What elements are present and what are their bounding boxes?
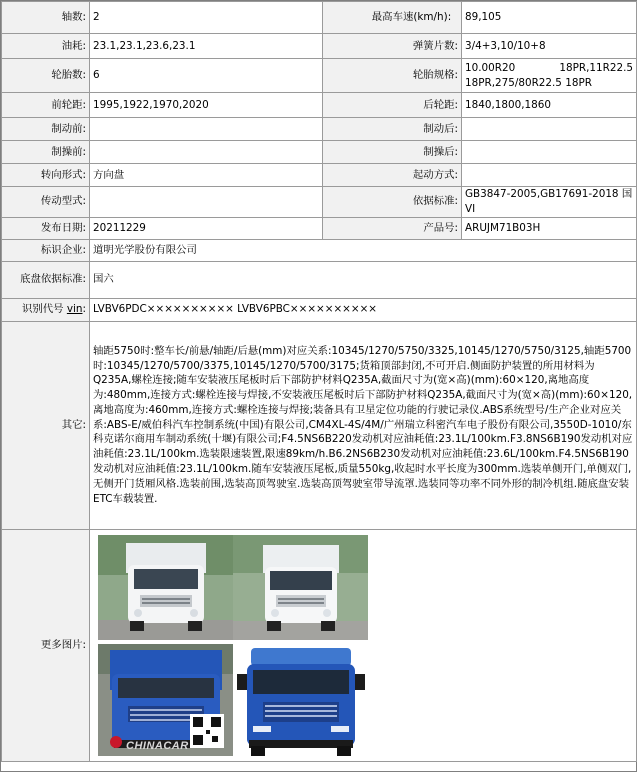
photos-cell bbox=[90, 529, 637, 761]
value-other: 轴距5750时:整车长/前悬/轴距/后悬(mm)对应关系:10345/1270/5750/3325,10145/1270/5750/3125,轴距5700时:10345/1270/5700/3375,10145/1270/5700/3175;货箱顶部封闭,不可开启.侧面防护装置的所用材料为Q235A,螺栓连接;随车安装液压尾板时后下部防护材料Q235A,截面尺寸为(宽×高)(mm):60×120,离地高度为:480mm,连接方式:螺栓连接与焊接,不安装液压尾板时后下部防护材料Q235A,截面尺寸为(宽×高)(mm):60×120,离地高度为:460mm,连接方式:螺栓连接与焊接;装备具有卫星定位功能的行驶记录仪.ABS系统型号/生产企业对应关系:ABS-E/威伯科汽车控制系统(中国)有限公司,CM4XL-4S/4M/广州瑞立科密汽车电子股份有限公司,3550D-1010/东科克诺尔商用车制动系统(十堰)有限公司;F4.5NS6B220发动机对应油耗值:23.1L/100km.F3.8NS6B190发动机对应油耗值:23.1L/100km.选装限速装置,限速89km/h.B6.2NS6B230发动机对应油耗值:23.6L/100km.F4.5NS6B190发动机对应油耗值:23.1L/100km.随车安装液压尾板,质量550kg,收起时水平长度为300mm.选装单侧开门,单侧双门,无侧开门货厢风格.选装前围,选装高顶驾驶室.选装高顶驾驶室带导流罩.选装同等功率不同外形的制冷机组.随底盘安装ETC车载装置. bbox=[90, 321, 637, 529]
truck-white-front-image-2 bbox=[233, 535, 368, 640]
photo-grid bbox=[90, 530, 636, 761]
vin-label-prefix: 识别代号 bbox=[21, 303, 67, 316]
label-control-front: 制操前: bbox=[2, 141, 90, 164]
value-brake-front bbox=[90, 118, 323, 141]
label-tyre-count: 轮胎数: bbox=[2, 59, 90, 93]
row-drive bbox=[2, 187, 637, 218]
label-standard: 依据标准: bbox=[323, 187, 462, 218]
label-max-speed: 最高车速(km/h): bbox=[323, 2, 462, 34]
truck-photo-1[interactable] bbox=[98, 535, 233, 640]
value-brake-rear bbox=[462, 118, 637, 141]
value-rear-track: 1840,1800,1860 bbox=[462, 93, 637, 118]
row-control bbox=[2, 141, 637, 164]
tyre-spec-b: 18PR,11R22.5 bbox=[559, 61, 633, 74]
label-rear-track: 后轮距: bbox=[323, 93, 462, 118]
truck-white-front-image bbox=[98, 535, 233, 640]
label-brake-front: 制动前: bbox=[2, 118, 90, 141]
value-fuel: 23.1,23.1,23.6,23.1 bbox=[90, 34, 323, 59]
value-vin: LVBV6PDC×××××××××× LVBV6PBC×××××××××× bbox=[90, 298, 637, 321]
label-drive: 传动型式: bbox=[2, 187, 90, 218]
label-axles: 轴数: bbox=[2, 2, 90, 34]
row-date bbox=[2, 217, 637, 239]
label-vin bbox=[2, 298, 90, 321]
tyre-spec-a: 10.00R20 bbox=[465, 61, 516, 74]
label-company: 标识企业: bbox=[2, 239, 90, 261]
label-photos: 更多图片: bbox=[2, 529, 90, 761]
label-date: 发布日期: bbox=[2, 217, 90, 239]
vin-label-suffix: : bbox=[82, 303, 86, 316]
label-start: 起动方式: bbox=[323, 164, 462, 187]
row-company bbox=[2, 239, 637, 261]
label-chassis-std: 底盘依据标准: bbox=[2, 261, 90, 298]
row-axles-speed bbox=[2, 2, 637, 34]
truck-photo-2[interactable] bbox=[233, 535, 368, 640]
label-front-track: 前轮距: bbox=[2, 93, 90, 118]
row-track bbox=[2, 93, 637, 118]
label-product-no: 产品号: bbox=[323, 217, 462, 239]
value-start bbox=[462, 164, 637, 187]
truck-blue-front-image-2 bbox=[233, 644, 368, 756]
row-photos bbox=[2, 529, 637, 761]
value-front-track: 1995,1922,1970,2020 bbox=[90, 93, 323, 118]
value-tyre-count: 6 bbox=[90, 59, 323, 93]
value-company: 道明光学股份有限公司 bbox=[90, 239, 637, 261]
tyre-spec-line-1 bbox=[465, 61, 633, 76]
value-springs: 3/4+3,10/10+8 bbox=[462, 34, 637, 59]
row-brake bbox=[2, 118, 637, 141]
value-axles: 2 bbox=[90, 2, 323, 34]
label-brake-rear: 制动后: bbox=[323, 118, 462, 141]
row-tyres bbox=[2, 59, 637, 93]
value-standard: GB3847-2005,GB17691-2018 国VI bbox=[462, 187, 637, 218]
value-product-no: ARUJM71B03H bbox=[462, 217, 637, 239]
value-steering: 方向盘 bbox=[90, 164, 323, 187]
label-other: 其它: bbox=[2, 321, 90, 529]
value-control-rear bbox=[462, 141, 637, 164]
value-max-speed: 89,105 bbox=[462, 2, 637, 34]
row-vin bbox=[2, 298, 637, 321]
row-chassis-std bbox=[2, 261, 637, 298]
row-fuel-springs bbox=[2, 34, 637, 59]
value-chassis-std: 国六 bbox=[90, 261, 637, 298]
value-drive bbox=[90, 187, 323, 218]
watermark-text: CHINACAR bbox=[126, 739, 189, 752]
row-steering bbox=[2, 164, 637, 187]
truck-photo-4[interactable] bbox=[233, 644, 368, 756]
label-tyre-spec: 轮胎规格: bbox=[323, 59, 462, 93]
value-control-front bbox=[90, 141, 323, 164]
label-springs: 弹簧片数: bbox=[323, 34, 462, 59]
spec-table bbox=[1, 1, 637, 762]
tyre-spec-c: 18PR,275/80R22.5 18PR bbox=[465, 76, 592, 89]
value-tyre-spec bbox=[462, 59, 637, 93]
label-fuel: 油耗: bbox=[2, 34, 90, 59]
vin-label-underlined: vin bbox=[66, 303, 83, 316]
label-steering: 转向形式: bbox=[2, 164, 90, 187]
truck-photo-3[interactable] bbox=[98, 644, 233, 756]
row-other bbox=[2, 321, 637, 529]
label-control-rear: 制操后: bbox=[323, 141, 462, 164]
value-date: 20211229 bbox=[90, 217, 323, 239]
